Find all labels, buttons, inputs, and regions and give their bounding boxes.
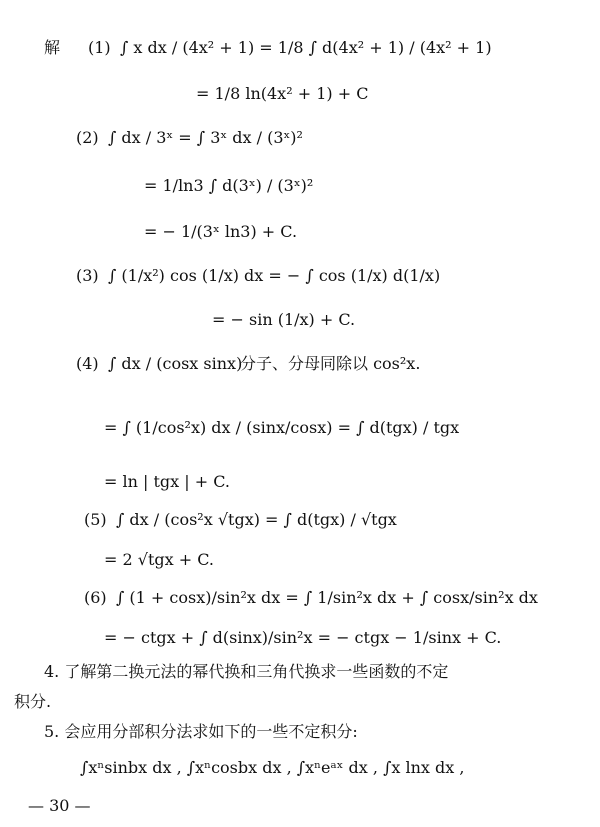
item-label-1: (1) xyxy=(88,38,111,57)
item-3-line-2: = − sin (1/x) + C. xyxy=(212,310,356,329)
item-3-line-1: ∫ (1/x²) cos (1/x) dx = − ∫ cos (1/x) d(1/x) xyxy=(108,266,441,285)
paragraph-4-continued: 积分. xyxy=(14,692,52,711)
integral-list: ∫xⁿsinbx dx , ∫xⁿcosbx dx , ∫xⁿeᵃˣ dx , ∫x lnx dx , xyxy=(80,758,465,777)
item-label-6: (6) xyxy=(84,588,107,607)
item-label-4: (4) xyxy=(76,354,99,373)
item-1-line-1: ∫ x dx / (4x² + 1) = 1/8 ∫ d(4x² + 1) / (4x² + 1) xyxy=(120,38,492,57)
item-label-2: (2) xyxy=(76,128,99,147)
item-5-line-1: ∫ dx / (cos²x √tgx) = ∫ d(tgx) / √tgx xyxy=(116,510,397,529)
item-4-line-2: = ∫ (1/cos²x) dx / (sinx/cosx) = ∫ d(tgx) / tgx xyxy=(104,418,460,437)
page-number: — 30 — xyxy=(28,796,91,815)
item-5-line-2: = 2 √tgx + C. xyxy=(104,550,214,569)
paragraph-4: 4. 了解第二换元法的幂代换和三角代换求一些函数的不定 xyxy=(44,662,449,681)
item-6-line-2: = − ctgx + ∫ d(sinx)/sin²x = − ctgx − 1/sinx + C. xyxy=(104,628,502,647)
item-6-line-1: ∫ (1 + cosx)/sin²x dx = ∫ 1/sin²x dx + ∫ cosx/sin²x dx xyxy=(116,588,538,607)
item-4-note: 分子、分母同除以 cos²x. xyxy=(240,354,421,373)
paragraph-5: 5. 会应用分部积分法求如下的一些不定积分: xyxy=(44,722,358,741)
item-label-5: (5) xyxy=(84,510,107,529)
item-2-line-2: = 1/ln3 ∫ d(3ˣ) / (3ˣ)² xyxy=(144,176,314,195)
item-2-line-1: ∫ dx / 3ˣ = ∫ 3ˣ dx / (3ˣ)² xyxy=(108,128,303,147)
item-4-line-3: = ln | tgx | + C. xyxy=(104,472,230,491)
solution-label: 解 xyxy=(44,38,61,57)
item-4-line-1: ∫ dx / (cosx sinx) xyxy=(108,354,243,373)
item-2-line-3: = − 1/(3ˣ ln3) + C. xyxy=(144,222,298,241)
item-1-line-2: = 1/8 ln(4x² + 1) + C xyxy=(196,84,369,103)
item-label-3: (3) xyxy=(76,266,99,285)
